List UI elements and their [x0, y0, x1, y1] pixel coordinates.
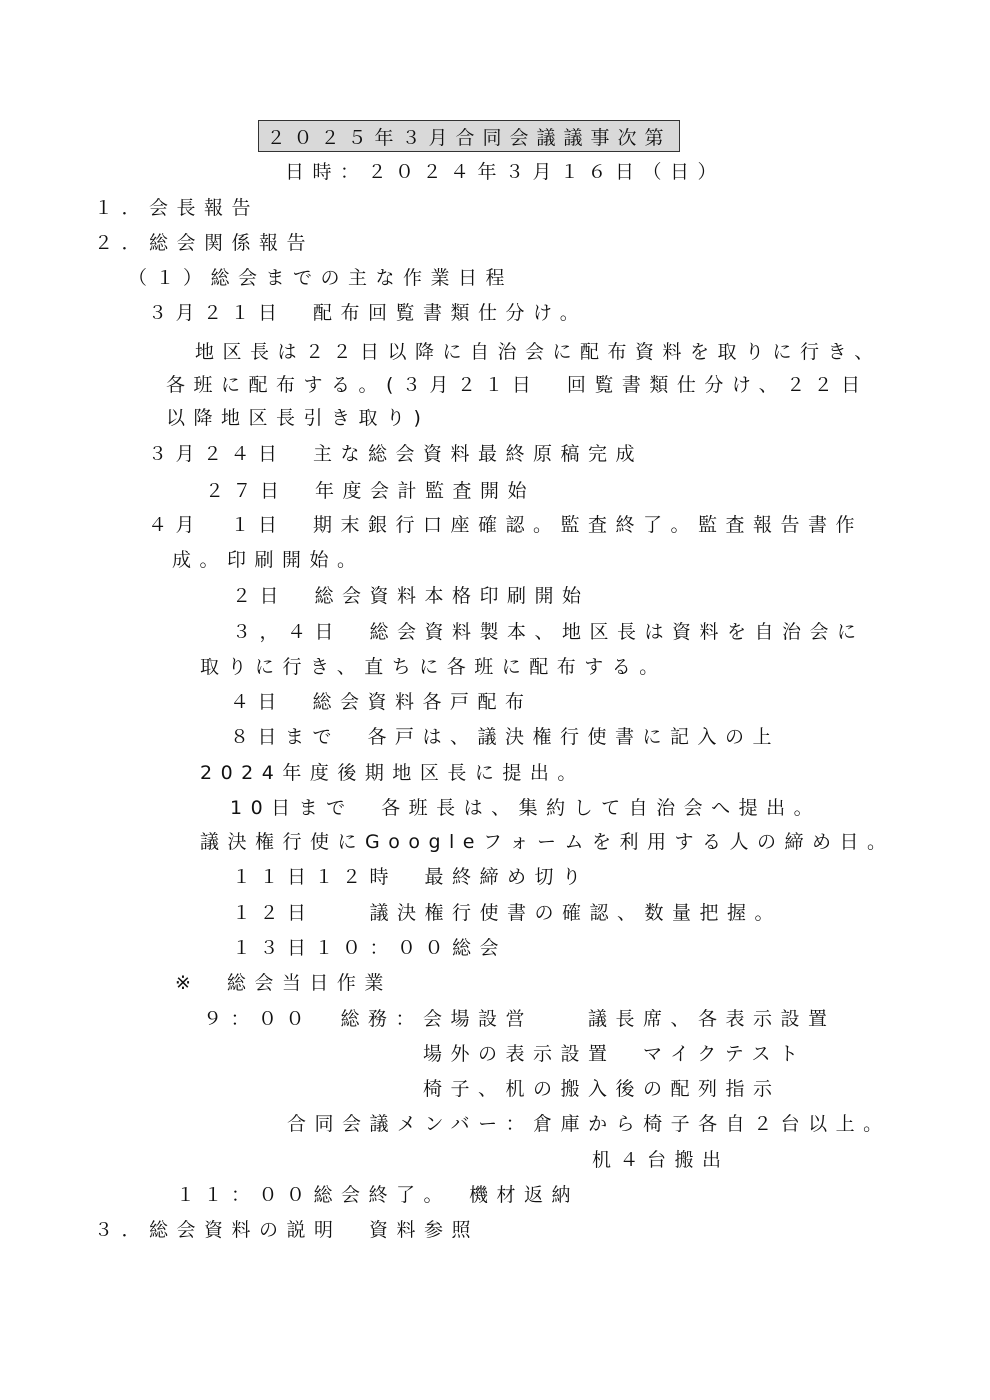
day-task-line: 合同会議メンバー：倉庫から椅子各自２台以上。 — [287, 1113, 891, 1135]
day-task-line: 机４台搬出 — [592, 1149, 730, 1171]
schedule-line: ４日 総会資料各戸配布 — [230, 691, 533, 713]
day-task-line: 場外の表示設置 マイクテスト — [423, 1043, 807, 1065]
schedule-line: 地区長は２２日以降に自治会に配布資料を取りに行き、 — [195, 341, 882, 363]
meeting-date: 日時：２０２４年３月１６日（日） — [285, 161, 726, 183]
schedule-line: 取りに行き、直ちに各班に配布する。 — [200, 656, 667, 678]
document-title: ２０２５年３月合同会議議事次第 — [258, 120, 680, 152]
schedule-line: １２日 議決権行使書の確認、数量把握。 — [232, 902, 783, 924]
schedule-line: 議決権行使にGoogleフォームを利用する人の締め日。 — [200, 831, 895, 853]
section-2-heading: ２．総会関係報告 — [94, 232, 315, 254]
schedule-line: １３日１０：００総会 — [232, 937, 508, 959]
subsection-1-heading: （１）総会までの主な作業日程 — [128, 267, 514, 289]
schedule-line: ３，４日 総会資料製本、地区長は資料を自治会に — [232, 621, 865, 643]
section-1-heading: １．会長報告 — [94, 197, 260, 219]
schedule-line: 以降地区長引き取り) — [166, 407, 430, 429]
schedule-line: 10日まで 各班長は、集約して自治会へ提出。 — [230, 797, 822, 819]
schedule-line: ３月２４日 主な総会資料最終原稿完成 — [148, 443, 644, 465]
schedule-line: １１日１２時 最終締め切り — [232, 866, 590, 888]
schedule-line: 成。印刷開始。 — [172, 549, 365, 571]
schedule-line: 2024年度後期地区長に提出。 — [200, 762, 585, 784]
schedule-line: ４月 １日 期末銀行口座確認。監査終了。監査報告書作 — [148, 514, 864, 536]
day-task-line: １１：００総会終了。 機材返納 — [176, 1184, 580, 1206]
schedule-line: ２７日 年度会計監査開始 — [205, 480, 536, 502]
note-heading: ※ 総会当日作業 — [175, 972, 392, 994]
day-task-line: ９：００ 総務：会場設営 議長席、各表示設置 — [203, 1008, 836, 1030]
day-task-line: 椅子、机の搬入後の配列指示 — [423, 1078, 781, 1100]
schedule-line: 各班に配布する。(３月２１日 回覧書類仕分け、２２日 — [166, 374, 869, 396]
schedule-line: ３月２１日 配布回覧書類仕分け。 — [148, 302, 588, 324]
schedule-line: ２日 総会資料本格印刷開始 — [232, 585, 590, 607]
section-3-heading: ３．総会資料の説明 資料参照 — [94, 1219, 480, 1241]
schedule-line: ８日まで 各戸は、議決権行使書に記入の上 — [230, 726, 781, 748]
